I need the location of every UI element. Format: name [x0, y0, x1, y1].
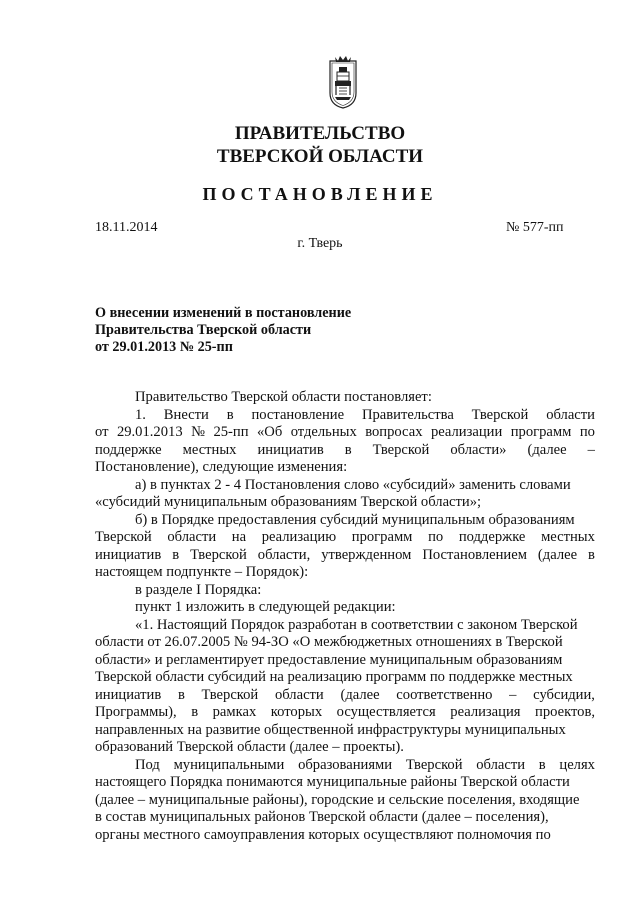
government-title-line1: ПРАВИТЕЛЬСТВО [234, 123, 406, 144]
decree-city: г. Тверь [297, 236, 343, 251]
body-line: «субсидий муниципальным образованиям Тверской области»; [95, 494, 482, 510]
body-line: Правительство Тверской области постановляет: [135, 389, 432, 405]
body-line: в состав муниципальных районов Тверской области (далее – поселения), [95, 809, 549, 825]
decree-heading: ПОСТАНОВЛЕНИЕ [202, 184, 438, 204]
body-line: (далее – муниципальные районы), городские и сельские поселения, входящие [95, 791, 580, 808]
decree-subject [95, 305, 351, 356]
body-line: Программы), в рамках которых осуществляется реализация проектов, [95, 704, 595, 720]
subject-line: от 29.01.2013 № 25-пп [95, 339, 233, 355]
body-line: инициатив в Тверской области (далее соответственно – субсидии, [95, 686, 595, 703]
body-line: настоящего Порядка понимаются муниципальные районы Тверской области [95, 774, 570, 790]
body-line: Тверской области субсидий на реализацию программ по поддержке местных [95, 669, 573, 685]
subject-line: О внесении изменений в постановление [95, 305, 352, 321]
body-line: настоящем подпункте – Порядок): [95, 564, 309, 580]
decree-number: № 577-пп [506, 220, 564, 235]
body-line: инициатив в Тверской области, утвержденном Постановлением (далее в [95, 546, 595, 563]
decree-date: 18.11.2014 [95, 220, 158, 235]
tver-coat-of-arms-icon [329, 55, 357, 109]
subject-line: Правительства Тверской области [95, 322, 312, 338]
body-line: б) в Порядке предоставления субсидий муниципальным образованиям [135, 511, 575, 528]
government-title-line2: ТВЕРСКОЙ ОБЛАСТИ [216, 146, 424, 167]
body-line: «1. Настоящий Порядок разработан в соответствии с законом Тверской [135, 616, 578, 633]
body-line: Постановление), следующие изменения: [95, 459, 348, 475]
body-line: органы местного самоуправления которых осуществляют полномочия по [95, 826, 551, 843]
body-line: Под муниципальными образованиями Тверской области в целях [135, 756, 595, 773]
body-line: в разделе I Порядка: [135, 581, 262, 598]
body-line: 1. Внести в постановление Правительства Тверской области [135, 406, 595, 423]
body-line: Тверской области на реализацию программ по поддержке местных [95, 529, 595, 545]
body-line: области от 26.07.2005 № 94-ЗО «О межбюджетных отношениях в Тверской [95, 634, 563, 650]
body-line: а) в пунктах 2 - 4 Постановления слово «субсидий» заменить словами [135, 476, 571, 493]
body-line: пункт 1 изложить в следующей редакции: [135, 599, 396, 615]
body-line: от 29.01.2013 № 25-пп «Об отдельных вопросах реализации программ по [95, 424, 595, 440]
body-line: образований Тверской области (далее – проекты). [95, 739, 404, 755]
body-line: направленных на развитие общественной инфраструктуры муниципальных [95, 721, 566, 738]
body-line: области» и регламентирует предоставление муниципальным образованиям [95, 651, 563, 668]
decree-body [95, 389, 595, 844]
body-line: поддержке местных инициатив в Тверской области» (далее – [95, 441, 595, 458]
